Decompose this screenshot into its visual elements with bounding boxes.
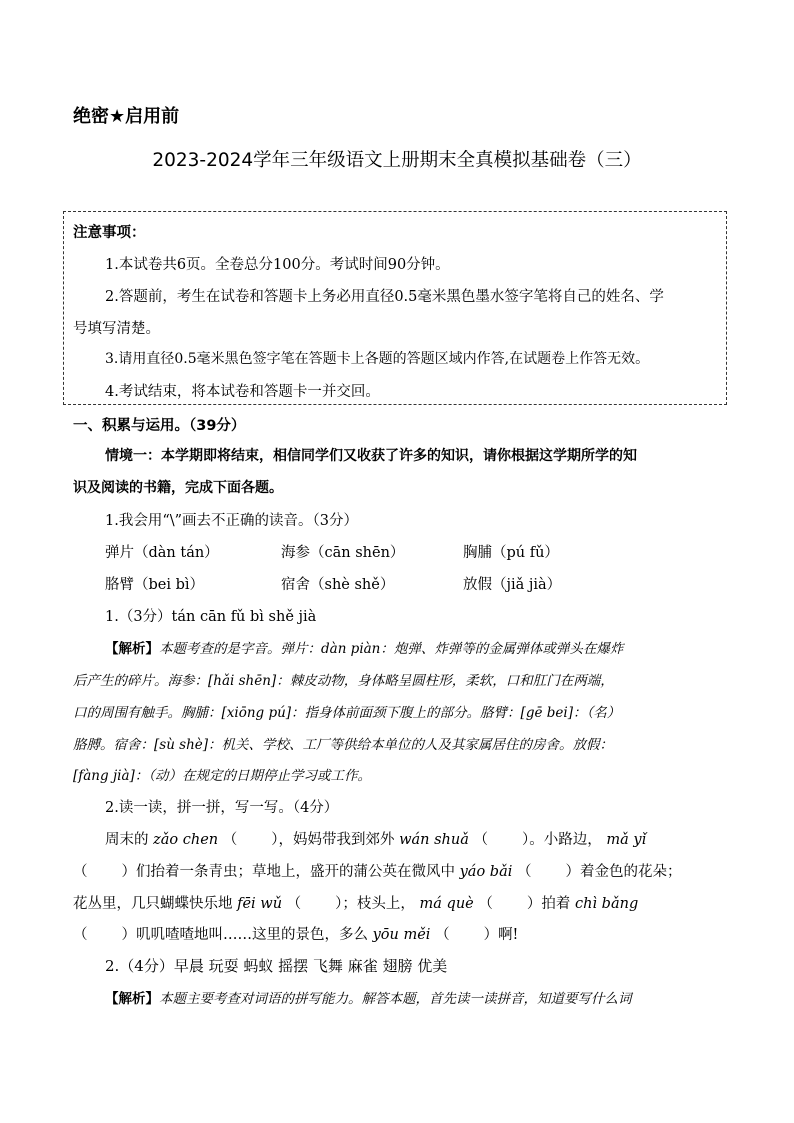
q1-word-2: 海参（cān shēn） <box>281 545 405 561</box>
q2-pinyin: yōu měi <box>372 927 431 943</box>
q2-analysis-label: 【解析】 <box>105 991 159 1007</box>
q2-pinyin: mǎ yǐ <box>606 832 647 848</box>
q1-analysis-line-2: 后产生的碎片。海参：[hǎi shēn]：棘皮动物，身体略呈圆柱形，柔软，口和肛门在两端， <box>73 673 614 689</box>
q2-paren-close: ） <box>121 927 136 943</box>
q1-analysis-line-1 <box>105 637 623 657</box>
q1-analysis-line-3: 口的周围有触手。胸脯：[xiōng pú]：指身体前面颈下腹上的部分。胳臂：[gē bei]：（名） <box>73 705 621 721</box>
q2-pinyin: zǎo chen <box>153 832 219 848</box>
q2-paren-close: ） <box>565 864 580 880</box>
section1-context-b: 识及阅读的书籍，完成下面各题。 <box>73 480 283 496</box>
q2-paren-open: （ <box>286 896 302 912</box>
q2-paren-close: ） <box>526 896 542 912</box>
q2-paren-open: （ <box>473 832 488 848</box>
notice-box <box>63 211 727 405</box>
q2-paren-close: ） <box>483 927 499 943</box>
q2-text: ；枝头上， <box>342 896 415 912</box>
q2-line-2 <box>73 860 681 881</box>
q2-paren-close: ） <box>521 832 530 848</box>
q2-text: 。小路边， <box>529 832 602 848</box>
q2-pinyin: yáo bǎi <box>459 864 513 880</box>
q2-paren-close: ） <box>335 896 343 912</box>
q2-paren-close: ） <box>121 864 136 880</box>
q1-word-6: 放假（jiǎ jià） <box>463 577 562 593</box>
q2-text: 周末的 <box>105 832 149 848</box>
q2-analysis-line-1 <box>105 987 632 1007</box>
q2-paren-open: （ <box>435 927 450 943</box>
q1-prompt: 1.我会用“\”画去不正确的读音。（3分） <box>105 513 359 529</box>
q2-answer: 2.（4分）早晨 玩耍 蚂蚁 摇摆 飞舞 麻雀 翅膀 优美 <box>105 957 448 975</box>
q2-prompt: 2.读一读，拼一拼，写一写。（4分） <box>105 800 339 816</box>
q1-word-5: 宿舍（shè shě） <box>281 577 395 593</box>
q2-paren-open: （ <box>478 896 493 912</box>
q2-pinyin: wán shuǎ <box>399 832 469 848</box>
notice-item-2b: 号填写清楚。 <box>73 321 160 337</box>
q1-word-1: 弹片（dàn tán） <box>105 545 219 561</box>
q2-paren-close: ） <box>271 832 279 848</box>
notice-item-4: 4.考试结束，将本试卷和答题卡一并交回。 <box>105 384 380 400</box>
section1-context-a: 情境一：本学期即将结束，相信同学们又收获了许多的知识，请你根据这学期所学的知 <box>105 448 637 464</box>
q2-text: 们抬着一条青虫；草地上，盛开的蒲公英在微风中 <box>136 864 455 880</box>
q2-text: 拍着 <box>541 896 571 912</box>
q1-word-3: 胸脯（pú fǔ） <box>463 545 559 561</box>
q2-line-1 <box>105 828 646 849</box>
q2-paren-open: （ <box>73 927 88 943</box>
notice-item-1: 1.本试卷共6页。全卷总分100分。考试时间90分钟。 <box>105 257 450 273</box>
q1-analysis-line-5: [fàng jià]：（动）在规定的日期停止学习或工作。 <box>73 768 372 784</box>
q2-text: 啊! <box>498 927 519 943</box>
q2-text: 叽叽喳喳地叫……这里的景色，多么 <box>136 927 368 943</box>
q2-line-4 <box>73 923 518 944</box>
q1-analysis-line-4: 胳膊。宿舍：[sù shè]：机关、学校、工厂等供给本单位的人及其家属居住的房舍。放假： <box>73 737 614 753</box>
q1-answer: 1.（3分）tán cān fǔ bì shě jià <box>105 609 317 625</box>
q2-paren-open: （ <box>73 864 88 880</box>
q2-paren-open: （ <box>516 864 532 880</box>
notice-item-2a: 2.答题前，考生在试卷和答题卡上务必用直径0.5毫米黑色墨水签字笔将自己的姓名、学 <box>105 289 664 305</box>
q2-pinyin: má què <box>419 896 474 912</box>
exam-title: 2023-2024学年三年级语文上册期末全真模拟基础卷（三） <box>152 150 642 171</box>
q2-text: 着金色的花朵； <box>579 864 682 880</box>
q2-pinyin: chì bǎng <box>574 896 639 912</box>
section1-heading: 一、积累与运用。（39分） <box>73 418 246 434</box>
q1-analysis-label: 【解析】 <box>105 641 159 657</box>
notice-item-3: 3.请用直径0.5毫米黑色签字笔在答题卡上各题的答题区域内作答,在试题卷上作答无效。 <box>105 351 650 367</box>
q1-analysis-text-1: 本题考查的是字音。弹片：dàn piàn：炮弹、炸弹等的金属弹体或弹头在爆炸 <box>159 641 624 657</box>
q2-pinyin: fēi wǔ <box>237 896 283 912</box>
q2-text: ，妈妈带我到郊外 <box>278 832 395 848</box>
q2-text: 花丛里，几只蝴蝶快乐地 <box>73 896 233 912</box>
notice-heading: 注意事项： <box>73 225 146 241</box>
q2-line-3 <box>73 892 638 913</box>
secret-label: 绝密★启用前 <box>73 106 180 127</box>
q2-paren-open: （ <box>222 832 238 848</box>
q2-analysis-text: 本题主要考查对词语的拼写能力。解答本题，首先读一读拼音，知道要写什么词 <box>159 991 632 1007</box>
q1-word-4: 胳臂（bei bì） <box>105 577 205 593</box>
